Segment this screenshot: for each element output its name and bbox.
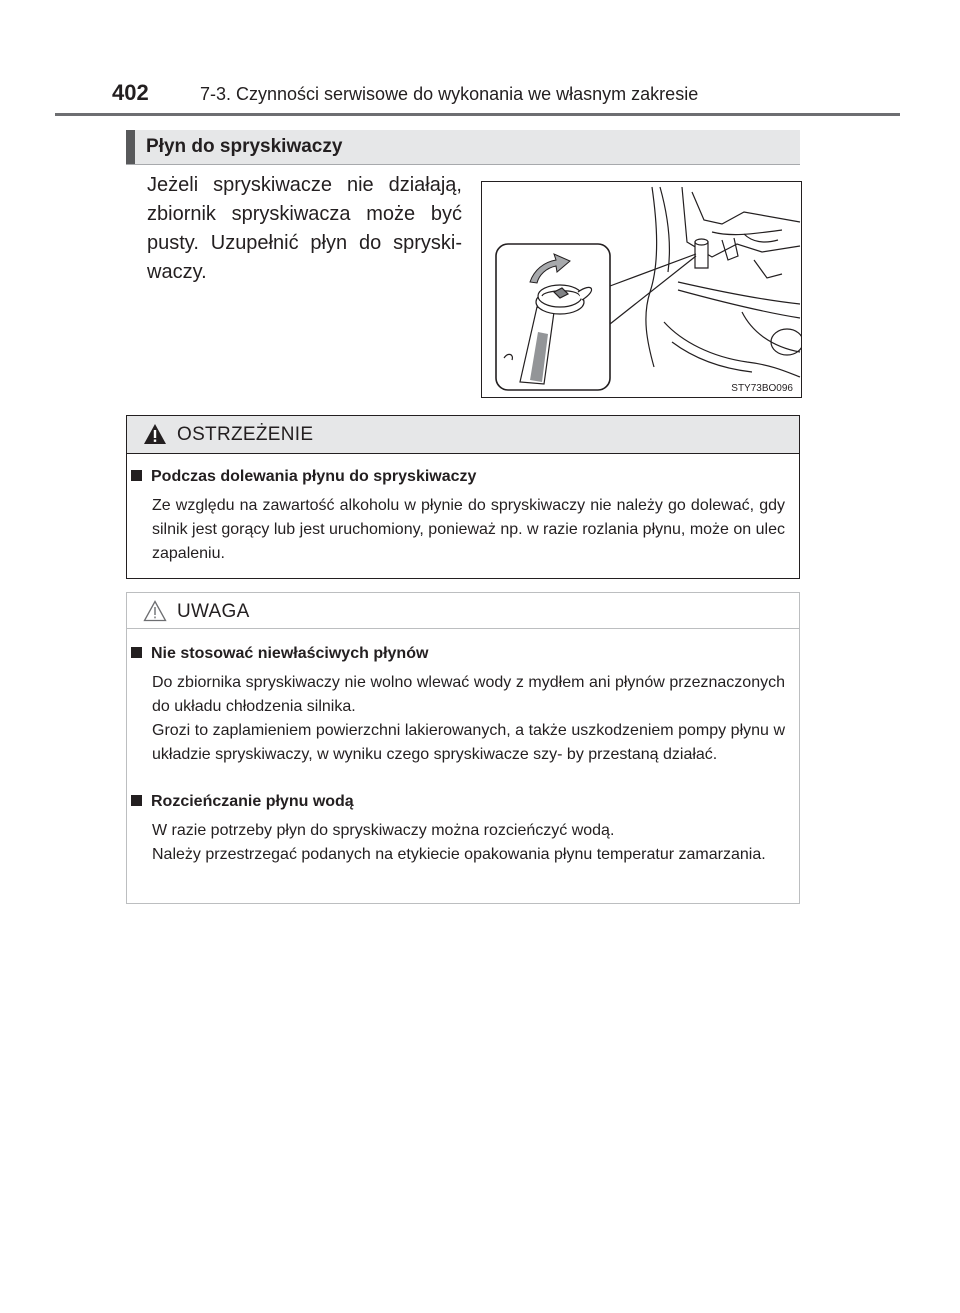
figure-code: STY73BO096 <box>731 383 793 394</box>
caution-item-title: Nie stosować niewłaściwych płynów <box>131 645 428 663</box>
caution-item-body: Do zbiornika spryskiwaczy nie wolno wlewać wody z mydłem ani płynów przeznaczonych do układu chłodzenia silnika. Grozi to zaplamieniem powierzchni lakierowanych, a także uszkodzeniem pompy płynu w układzie spryskiwaczy, w wyniku czego spryskiwacze szy- by przestaną działać. <box>152 674 785 763</box>
section-heading-bar <box>126 130 135 164</box>
caution-heading: UWAGA <box>177 601 250 622</box>
page-number: 402 <box>112 80 149 105</box>
warning-heading: OSTRZEŻENIE <box>177 424 314 445</box>
section-heading-text: Płyn do spryskiwaczy <box>146 136 343 157</box>
chapter-title: 7-3. Czynności serwisowe do wykonania we własnym zakresie <box>200 84 699 104</box>
intro-paragraph: Jeżeli spryskiwacze nie działają, zbiornik spryskiwacza może być pusty. Uzupełnić płyn do spryski- waczy. <box>147 174 462 283</box>
warning-item-title: Podczas dolewania płynu do spryskiwaczy <box>131 468 476 486</box>
square-bullet-icon <box>131 647 142 658</box>
washer-reservoir-illustration <box>481 181 802 398</box>
square-bullet-icon <box>131 470 142 481</box>
warning-triangle-icon <box>143 423 167 450</box>
illustration-drawing <box>482 182 801 397</box>
warning-header <box>127 416 799 454</box>
caution-item-body: W razie potrzeby płyn do spryskiwaczy można rozcieńczyć wodą. Należy przestrzegać podanych na etykiecie opakowania płynu temperatur zamarzania. <box>152 822 766 863</box>
header-divider <box>55 113 900 116</box>
caution-item-title: Rozcieńczanie płynu wodą <box>131 793 354 811</box>
warning-box <box>126 415 800 579</box>
section-heading-rule <box>126 164 800 165</box>
page-header <box>0 0 960 120</box>
section-heading <box>126 130 800 164</box>
caution-box <box>126 592 800 904</box>
caution-triangle-icon <box>143 600 167 627</box>
warning-item-body: Ze względu na zawartość alkoholu w płynie do spryskiwaczy nie należy go dolewać, gdy silnik jest gorący lub jest uruchomiony, ponieważ np. w razie rozlania płynu, może on ulec zapaleniu. <box>152 497 785 562</box>
square-bullet-icon <box>131 795 142 806</box>
caution-header <box>127 593 799 629</box>
